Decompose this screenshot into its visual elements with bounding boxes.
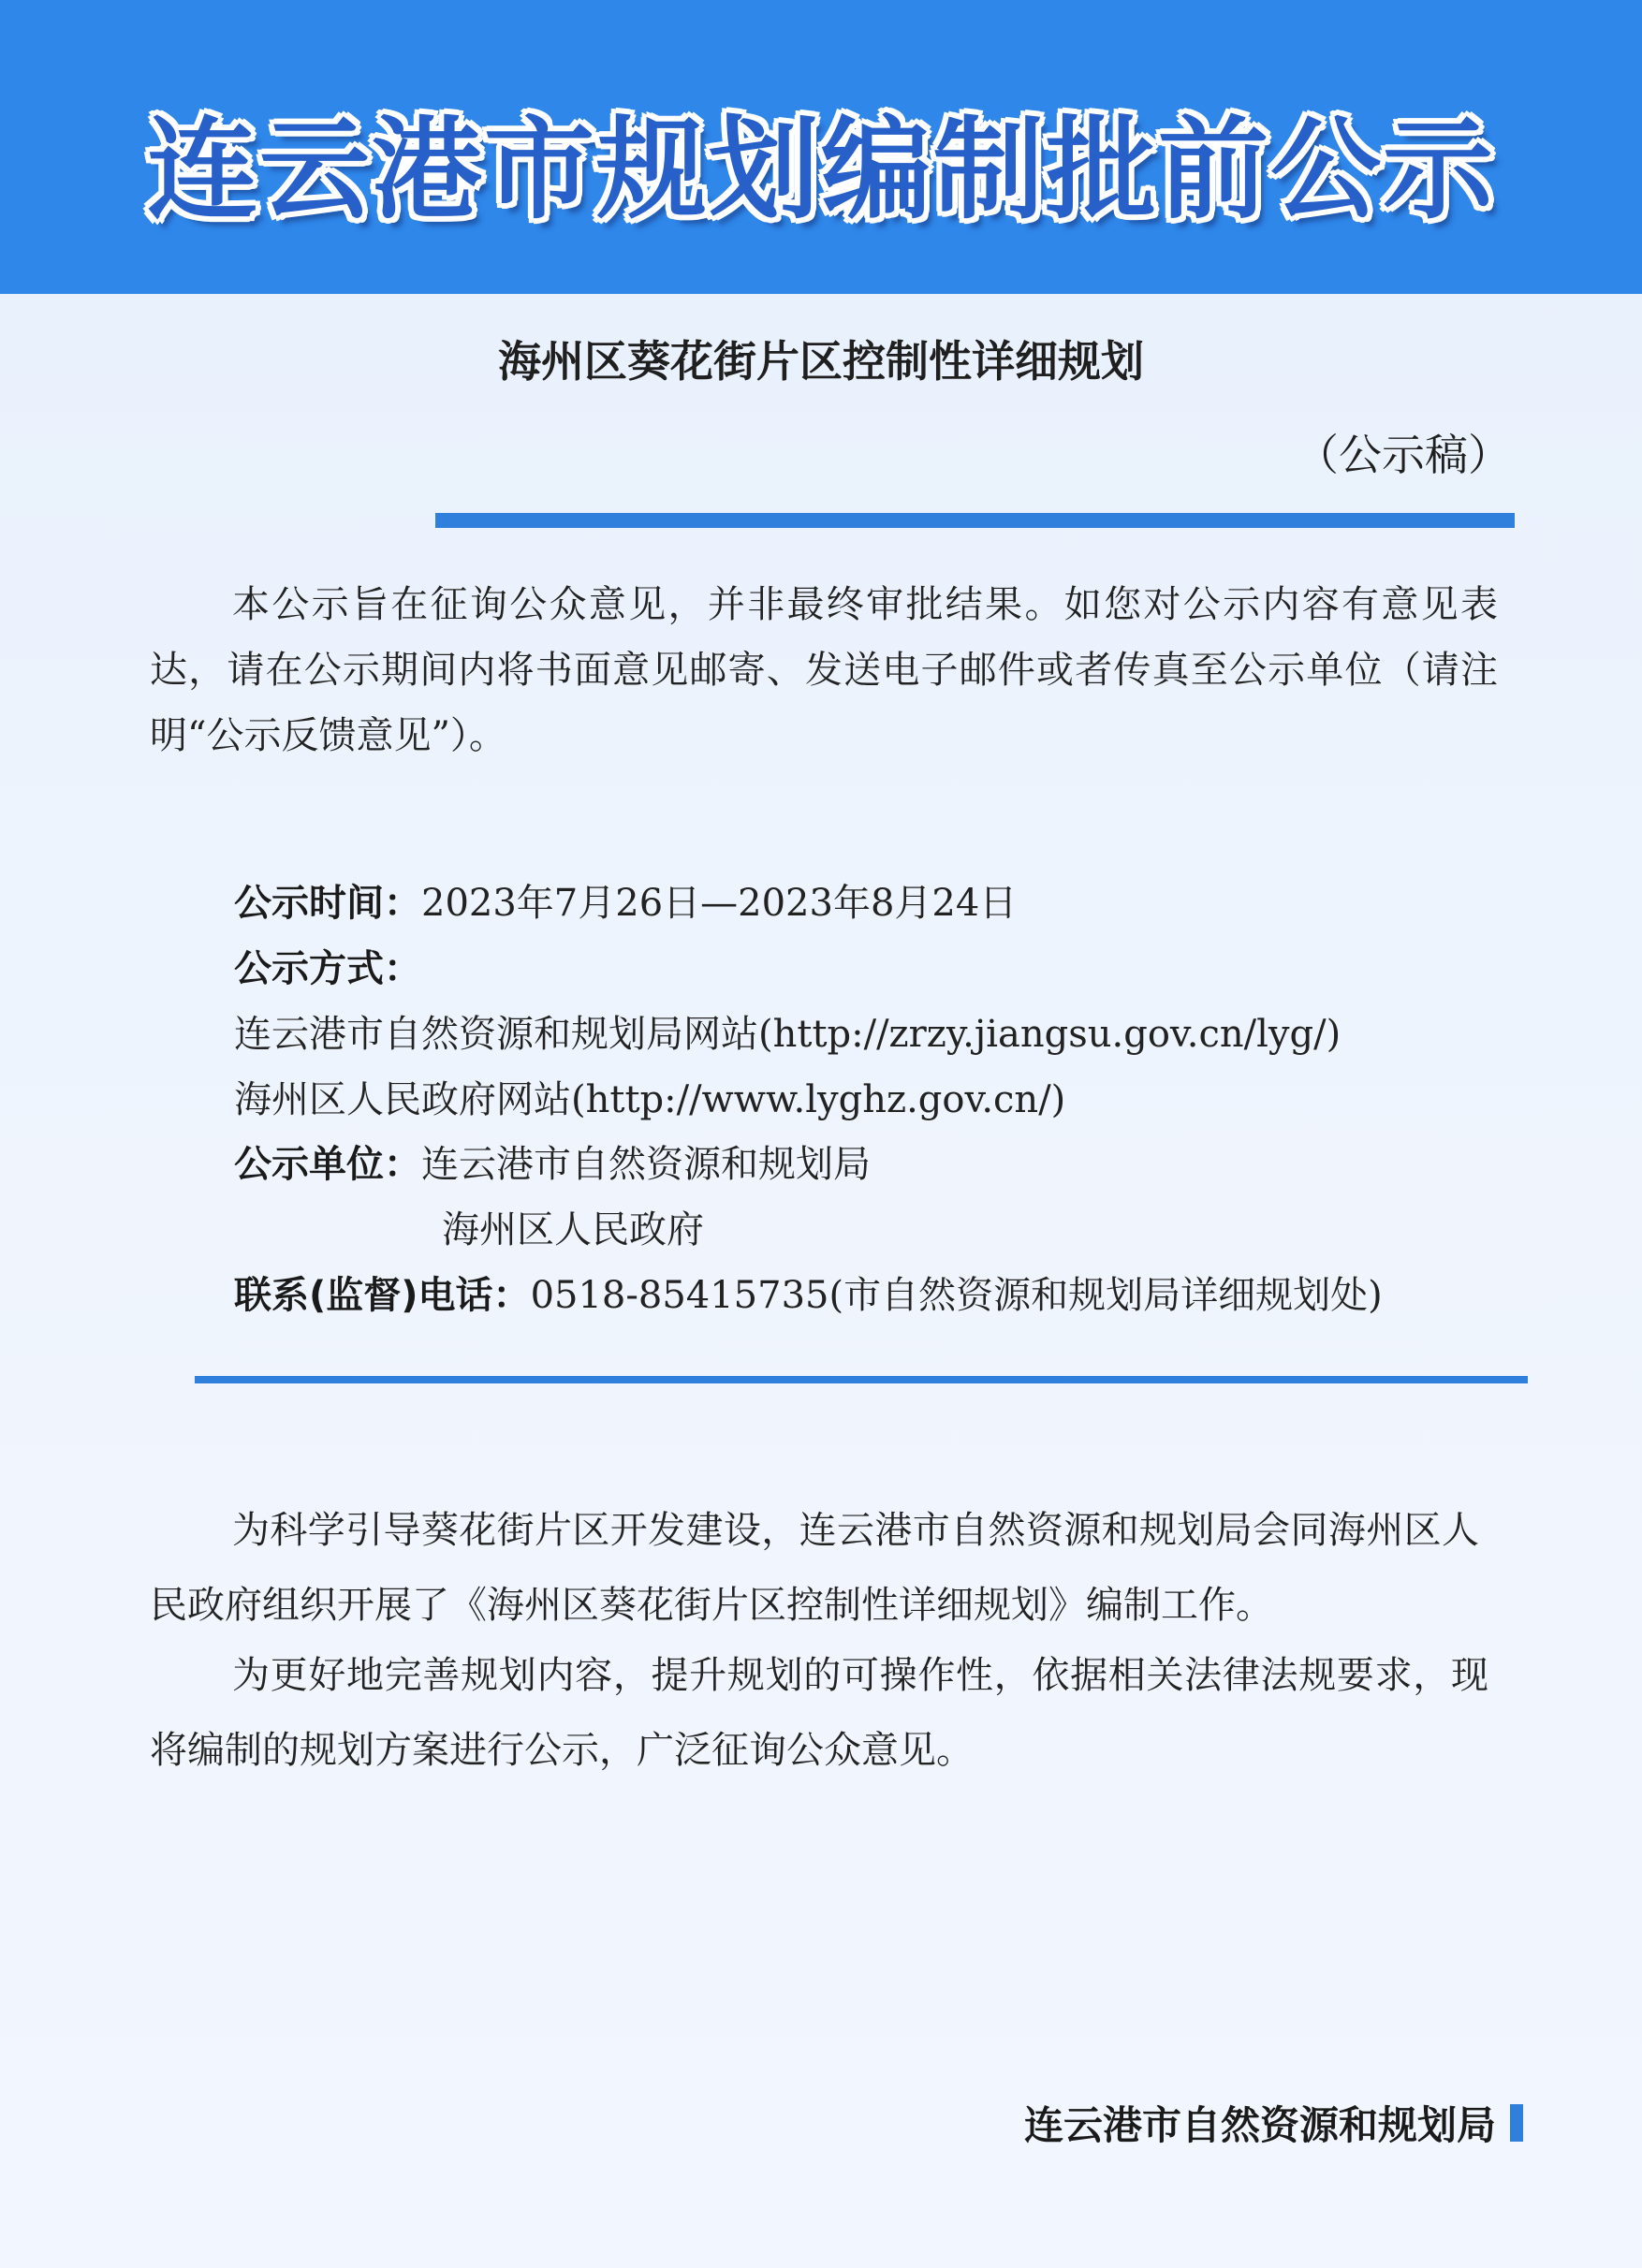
middle-divider (195, 1376, 1528, 1383)
body-paragraph-2: 为更好地完善规划内容，提升规划的可操作性，依据相关法律法规要求，现将编制的规划方案进行公示，广泛征询公众意见。 (150, 1654, 1488, 1772)
method-label: 公示方式： (234, 947, 421, 990)
unit-value-2: 海州区人民政府 (442, 1208, 704, 1251)
info-row-unit (234, 1134, 871, 1188)
intro-paragraph: 本公示旨在征询公众意见，并非最终审批结果。如您对公示内容有意见表达，请在公示期间内将书面意见邮寄、发送电子邮件或者传真至公示单位（请注明“公示反馈意见”）。 (150, 583, 1498, 757)
footer-accent-bar (1510, 2104, 1523, 2142)
document-title: 海州区葵花街片区控制性详细规划 (498, 336, 1144, 387)
top-divider (435, 513, 1515, 528)
time-value: 2023年7月26日—2023年8月24日 (421, 882, 1018, 925)
header-banner (0, 0, 1642, 294)
info-row-site-government (234, 1070, 1065, 1123)
info-row-unit-2 (442, 1200, 704, 1253)
time-label: 公示时间： (234, 882, 421, 925)
phone-label: 联系(监督)电话： (234, 1274, 531, 1317)
info-row-phone (234, 1266, 1383, 1319)
info-row-time (234, 873, 1017, 927)
unit-value-1: 连云港市自然资源和规划局 (421, 1143, 871, 1186)
site-government-link: 海州区人民政府网站(http://www.lyghz.gov.cn/) (234, 1078, 1066, 1121)
document-subtitle: （公示稿） (1296, 430, 1511, 480)
info-row-method (234, 939, 421, 992)
unit-label: 公示单位： (234, 1143, 421, 1186)
body-paragraph-1: 为科学引导葵花街片区开发建设，连云港市自然资源和规划局会同海州区人民政府组织开展了《海州区葵花街片区控制性详细规划》编制工作。 (150, 1509, 1479, 1627)
footer-organization: 连云港市自然资源和规划局 (1023, 2102, 1496, 2148)
banner-title: 连云港市规划编制批前公示 (146, 105, 1495, 234)
info-row-site-bureau (234, 1004, 1341, 1058)
site-bureau-link: 连云港市自然资源和规划局网站(http://zrzy.jiangsu.gov.cn/lyg/) (234, 1013, 1341, 1056)
phone-value: 0518-85415735(市自然资源和规划局详细规划处) (530, 1274, 1383, 1317)
